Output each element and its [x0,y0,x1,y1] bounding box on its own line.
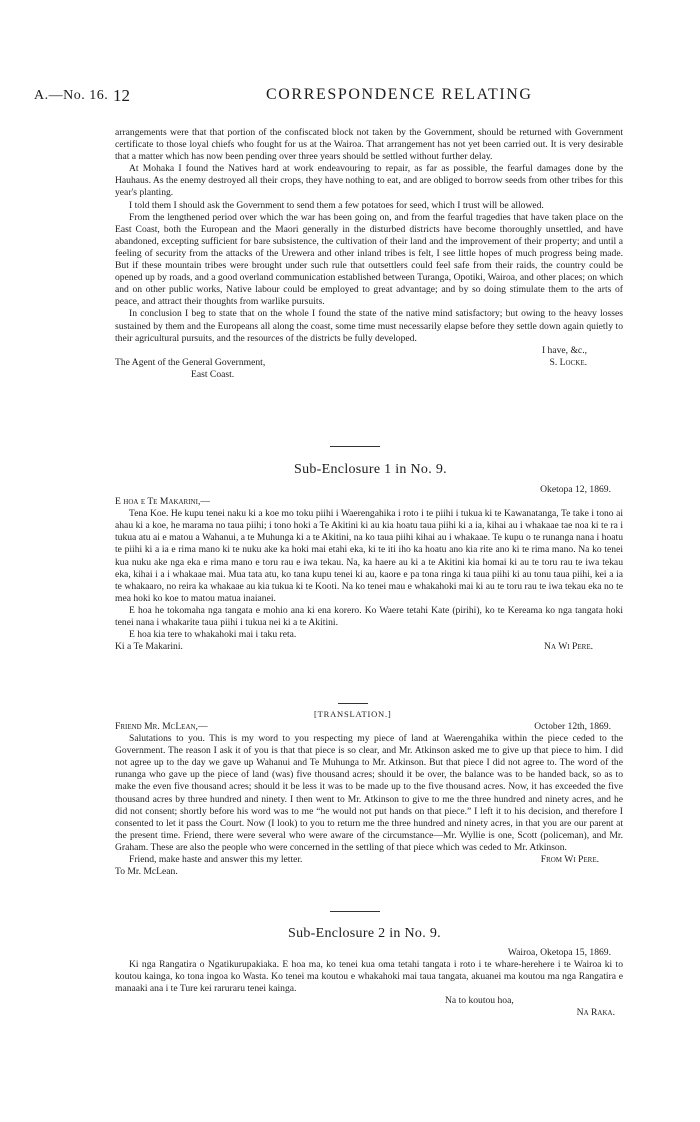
running-header [34,88,624,108]
sub-enclosure-1-footer [115,641,623,653]
letter-body [115,127,623,381]
letter-footer [115,357,623,369]
letter-addressee-location: East Coast. [191,368,235,380]
translation-body [115,721,623,878]
translation-addressee: To Mr. McLean. [115,866,178,878]
sub-enclosure-1-paragraph: E hoa he tokomaha nga tangata e mohio ana ki ena korero. Ko Waere tetahi Kate (pirihi), ko te Kereama ko nga tangata hoki tenei nana i whakarite taua piihi i tukua nei ki a te Akitini. [115,604,623,629]
letter-paragraph: I told them I should ask the Government to send them a few potatoes for seed, which I trust will be allowed. [129,199,544,211]
letter-paragraph: In conclusion I beg to state that on the whole I found the state of the native mind satisfactory; but owing to the heavy losses sustained by them and the Europeans all along the coast, some time must necessarily elapse before they settle down again quietly to their agricultural pursuits, and the resources of the districts be fully developed. [115,308,623,344]
translation-signature: From Wi Pere. [540,854,599,866]
sub-enclosure-1-signature: Na Wi Pere. [544,641,593,653]
translation-paragraph: Salutations to you. This is my word to you respecting my piece of land at Waerengahika within the piece ceded to the Government. The reason I ask it of you is that that piece is so clear, and Mr. Atkinson asked me to give up that piece to him. I did not agree up to the day we gave up Wahanui and Te Muhunga to Mr. Atkinson. But that piece I did not agree to. The word of the runanga who gave up the piece of land (was) five thousand acres; should it be over, the balance was to be handed back, so as to make the even five thousand acres; should it be less it was to be made up to the five thousand acres. Now, it has exceeded the five thousand acres by three hundred and ninety. I then went to Mr. Atkinson to give to me the three hundred and ninety acres, and he did not consent; shortly before his word was to me “he would not put hands on that piece.” I left it to his decision, and therefore I consented to let it pass the Court. Now (I look) to you to return me the three hundred and ninety acres, in that you are our parent at the present time. Friend, there were several who were aware of the circumstance—Mr. Wyllie is one, Scott (policeman), and Mr. Graham. These are also the people who were concerned in the settling of that piece which was ceded to Mr. Atkinson. [115,733,623,853]
translation-date: October 12th, 1869. [534,721,611,732]
letter-paragraph: At Mohaka I found the Natives hard at work endeavouring to repair, as far as possible, the fearful damages done by the Hauhaus. As the enemy destroyed all their crops, they have nothing to eat, and are obliged to borrow seeds from other tribes for this year's planting. [115,163,623,199]
document-reference: A.—No. 16. [34,88,109,103]
sub-enclosure-2-signature: Na Raka. [576,1007,615,1019]
sub-enclosure-1-paragraph: Tena Koe. He kupu tenei naku ki a koe mo toku piihi i Waerengahika i roto i te piihi i tukua ki te Kawanatanga, Te take i tono ai ahau ki a koe, he marama no taua piihi; i tono hoki a Te Akitini ki au kia hoatu taua piihi ki a ia, kihai au i whakaae tae noa ki te ra i tukua atu ai e matou a Wahanui, a te Muhunga ki a te Akitini, na ko taua piihi kihai au i whakaae. Te kupu o te runanga nana i hoatu te piihi ki a ia e rima mano ki te nuku ake ka hoki mai etahi eka, ki te iti iho ka hoatu ano kia rite ano ki te rima mano. Na ko tenei kua nuku ake nga eka e rima mano e toru rau e iwa tekau. Na, ka haere au ki a te Akitini kia homai ki au te toru rau te iwa tekau eka, kihai i a i whakaae mai. Mua tata atu, ko tana kupu tenei ki au, kaore e pa tona ringa ki taua piihi ki au tonu taua piihi, kei a ia te whakaaro, no reira ka whakaae au kia tukua ki te Kooti. Na ko tenei mau e whakahoki mai ki au te toru rau te iwa tekau eka no te mea hoki ko koe to matou matua inaianei. [115,508,623,604]
letter-paragraph: From the lengthened period over which the war has been going on, and from the fearful tragedies that have taken place on the East Coast, both the European and the Maori generally in the disturbed districts have become thoroughly unsettled, and have abandoned, excepting sufficient for bare subsistence, the cultivation of their land and the improvement of their property; and until a feeling of security from the attacks of the Urewera and other inland tribes is felt, I see little hopes of much progress being made. But if these mountain tribes were brought under such rule that outsettlers could feel safe from their raids, the country could be opened up by roads, and a good overland communication established between Turanga, Opotiki, Wairoa, and other places; on which and on other public works, Native labour could be employed to great advantage; and by so doing stimulate them to the arts of peace, and attract their thoughts from warlike pursuits. [115,211,623,308]
translation-salutation: Friend Mr. McLean,— [115,721,208,732]
sub-enclosure-1-heading: Sub-Enclosure 1 in No. 9. [294,462,447,477]
translation-footer-row [115,854,623,866]
section-divider [338,703,368,704]
sub-enclosure-2-closing: Na to koutou hoa, [445,995,514,1007]
sub-enclosure-1-body [115,484,623,653]
letter-addressee: The Agent of the General Government, [115,356,266,368]
sub-enclosure-2-heading: Sub-Enclosure 2 in No. 9. [288,926,441,941]
sub-enclosure-2-body [115,947,623,1020]
sub-enclosure-2-paragraph: Ki nga Rangatira o Ngatikurupakiaka. E hoa ma, ko tenei kua oma tetahi tangata i roto i te whare-herehere i te Wairoa ki to koutou kainga, ko tona ingoa ko Wasta. Ko tenei ma koutou e whakahoki mai taua tangata, akuanei ma koutou ma nga Rangatira e manaaki ana i te Ture kei raruraru tenei kainga. [115,959,623,995]
letter-closing: I have, &c., [541,344,587,356]
sub-enclosure-2-date: Wairoa, Oketopa 15, 1869. [507,947,611,958]
sub-enclosure-1-date: Oketopa 12, 1869. [540,484,611,495]
running-title: CORRESPONDENCE RELATING [266,86,533,103]
sub-enclosure-1-addressee: Ki a Te Makarini. [115,641,183,653]
section-divider [330,446,380,447]
letter-paragraph: arrangements were that that portion of the confiscated block not taken by the Government, should be returned with Government certificate to those loyal chiefs who fought for us at the Wairoa. That arrangement has not yet been carried out. It is very desirable that a matter which has now been pending over three years should be settled without further delay. [115,127,623,163]
translation-last-line: Friend, make haste and answer this my letter. [129,854,303,866]
translation-header-row [115,721,623,733]
sub-enclosure-1-salutation: E hoa e Te Makarini,— [115,496,210,508]
letter-signature: S. Locke. [549,356,587,368]
sub-enclosure-1-paragraph: E hoa kia tere to whakahoki mai i taku reta. [129,629,297,641]
page-number: 12 [113,86,130,105]
section-divider [330,911,380,912]
translation-label: [TRANSLATION.] [314,709,392,719]
